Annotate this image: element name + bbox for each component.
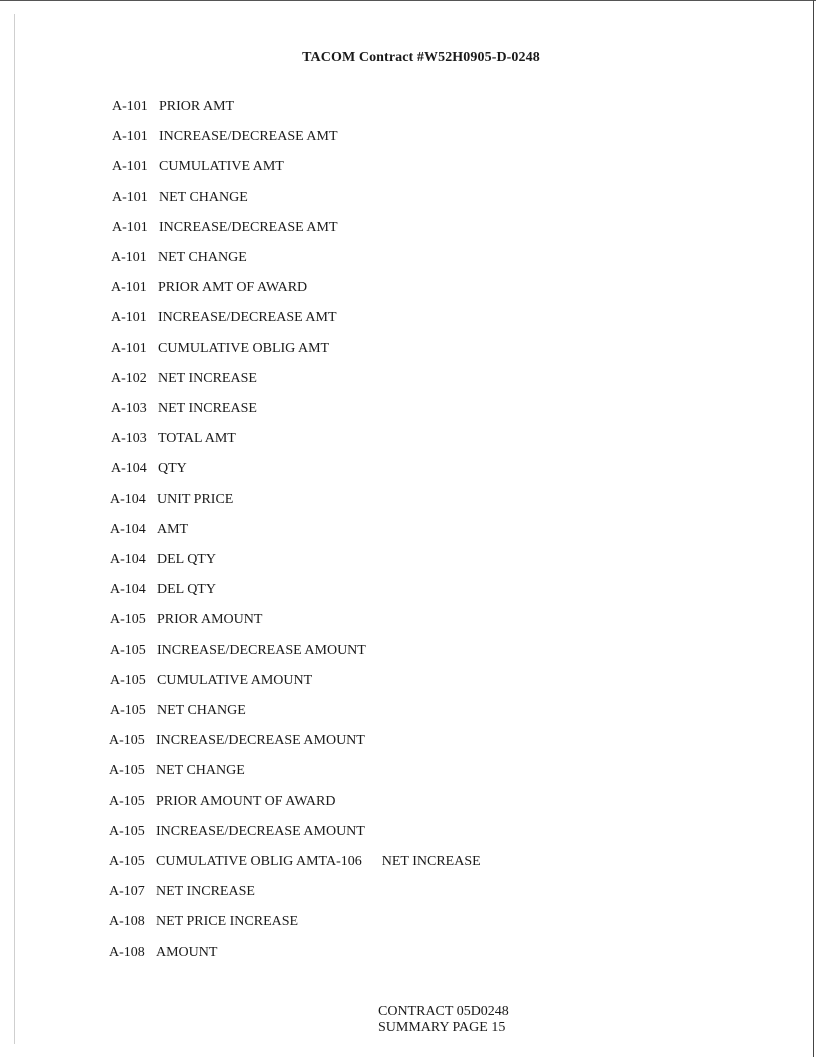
entry-code: A-105 <box>109 763 145 779</box>
entry-label: DEL QTY <box>157 582 216 598</box>
entry-label: PRIOR AMT OF AWARD <box>158 280 308 296</box>
list-item <box>110 641 366 661</box>
entry-code: A-104 <box>110 491 146 507</box>
entry-code: A-105 <box>110 642 146 658</box>
list-item <box>110 580 216 600</box>
entry-code: A-104 <box>111 461 147 477</box>
list-item <box>111 399 257 419</box>
list-item <box>109 912 298 932</box>
entry-code: A-102 <box>111 370 147 386</box>
entry-label: CUMULATIVE AMOUNT <box>157 672 313 688</box>
entry-code: A-105 <box>110 612 146 628</box>
entry-label: DEL QTY <box>157 552 216 567</box>
list-item <box>112 97 234 117</box>
list-item <box>110 520 188 540</box>
entry-label: INCREASE/DECREASE AMT <box>159 129 338 145</box>
list-item <box>112 188 248 208</box>
list-item <box>110 610 262 630</box>
list-item <box>110 490 233 510</box>
entry-code: A-105 <box>109 823 145 839</box>
list-item <box>111 429 236 449</box>
entry-label: INCREASE/DECREASE AMOUNT <box>156 823 365 839</box>
page-border-top <box>0 0 816 1</box>
list-item <box>111 308 337 328</box>
entry-code: A-104 <box>110 552 146 567</box>
list-item <box>111 369 257 389</box>
list-item <box>112 157 284 177</box>
entry-code: A-105 <box>109 854 145 869</box>
entry-code: A-107 <box>109 884 145 900</box>
entry-extra-label: NET INCREASE <box>381 854 481 869</box>
entry-label: NET CHANGE <box>159 189 248 205</box>
list-item <box>110 671 312 691</box>
footer-contract-number: CONTRACT 05D0248 <box>378 1004 509 1019</box>
entry-label: NET PRICE INCREASE <box>156 914 299 930</box>
entry-code: A-104 <box>110 582 146 598</box>
entry-code: A-103 <box>111 431 147 447</box>
list-item <box>109 943 217 963</box>
list-item <box>110 701 246 721</box>
entry-label: UNIT PRICE <box>157 491 234 507</box>
entry-label: NET INCREASE <box>158 370 257 386</box>
entry-code: A-101 <box>111 250 147 265</box>
list-item <box>109 792 335 812</box>
entry-label: NET CHANGE <box>158 250 247 265</box>
entry-label: NET CHANGE <box>156 763 245 779</box>
entry-label: TOTAL AMT <box>158 431 236 447</box>
list-item <box>111 459 187 479</box>
entry-code: A-103 <box>111 401 147 416</box>
entry-code: A-105 <box>109 793 145 809</box>
entry-code: A-101 <box>111 340 147 356</box>
entry-code: A-105 <box>110 672 146 688</box>
list-item <box>109 731 365 751</box>
entry-code: A-101 <box>111 310 147 326</box>
entry-label: CUMULATIVE OBLIG AMTA-106 <box>156 854 362 869</box>
list-item <box>109 822 365 842</box>
entry-label: CUMULATIVE AMT <box>159 159 284 175</box>
entry-label: INCREASE/DECREASE AMT <box>159 219 338 235</box>
entry-code: A-108 <box>109 914 145 930</box>
entry-label: AMOUNT <box>156 944 218 960</box>
list-item <box>110 550 216 570</box>
entry-code: A-105 <box>110 703 146 718</box>
entry-code: A-101 <box>112 219 148 235</box>
entry-label: INCREASE/DECREASE AMOUNT <box>156 733 365 749</box>
entry-label: NET CHANGE <box>157 703 246 718</box>
page-title: TACOM Contract #W52H0905-D-0248 <box>302 50 540 65</box>
list-item <box>111 339 329 359</box>
page-border-right <box>813 0 814 1057</box>
entry-code: A-101 <box>112 99 148 114</box>
entry-label: NET INCREASE <box>156 884 255 900</box>
entry-code: A-104 <box>110 521 146 537</box>
entry-label: INCREASE/DECREASE AMOUNT <box>157 642 366 658</box>
entry-code: A-105 <box>109 733 145 749</box>
entry-code: A-101 <box>112 159 148 175</box>
entry-code: A-108 <box>109 944 145 960</box>
entry-label: PRIOR AMOUNT <box>157 612 263 628</box>
page-border-left <box>14 14 15 1044</box>
entry-label: CUMULATIVE OBLIG AMT <box>158 340 330 356</box>
list-item <box>109 852 481 872</box>
entry-label: QTY <box>158 461 187 477</box>
list-item <box>112 127 338 147</box>
footer-summary-page: SUMMARY PAGE 15 <box>378 1020 506 1035</box>
entry-code: A-101 <box>112 189 148 205</box>
entry-code: A-101 <box>111 280 147 296</box>
list-item <box>112 218 338 238</box>
list-item <box>111 248 247 268</box>
list-item <box>109 882 255 902</box>
entry-label: NET INCREASE <box>158 401 257 416</box>
list-item <box>109 761 245 781</box>
page-footer <box>378 1004 509 1036</box>
entry-label: INCREASE/DECREASE AMT <box>158 310 337 326</box>
entry-label: PRIOR AMOUNT OF AWARD <box>156 793 336 809</box>
entry-label: AMT <box>157 521 189 537</box>
entry-label: PRIOR AMT <box>159 99 235 114</box>
list-item <box>111 278 307 298</box>
entry-code: A-101 <box>112 129 148 145</box>
